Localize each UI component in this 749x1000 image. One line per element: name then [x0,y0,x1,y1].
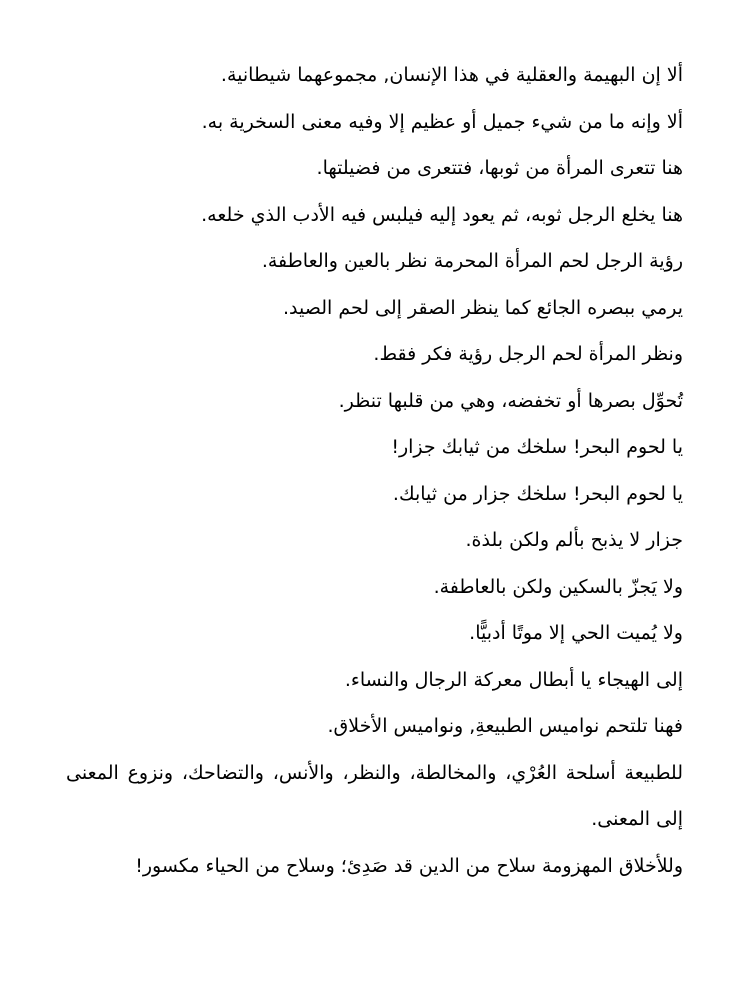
text-line-12: ولا يَجزّ بالسكين ولكن بالعاطفة. [433,575,683,598]
text-line-5: رؤية الرجل لحم المرأة المحرمة نظر بالعين والعاطفة. [261,250,683,272]
text-line-10: يا لحوم البحر! سلخك جزار من ثيابك. [392,482,683,505]
text-line-17: وللأخلاق المهزومة سلاح من الدين قد صَدِئ؛ وسلاح من الحياء مكسور! [135,854,683,877]
text-line-7: ونظر المرأة لحم الرجل رؤية فكر فقط. [373,343,683,365]
text-line-16: للطبيعة أسلحة العُرْي، والمخالطة، والنظر، والأنس، والتضاحك، ونزوع المعنى إلى المعنى. [66,761,683,830]
text-line-4: هنا يخلع الرجل ثوبه، ثم يعود إليه فيلبس فيه الأدب الذي خلعه. [201,203,683,226]
text-line-9: يا لحوم البحر! سلخك من ثيابك جزار! [391,436,683,458]
document-body [66,52,683,889]
text-line-2: ألا وإنه ما من شيء جميل أو عظيم إلا وفيه معنى السخرية به. [201,110,683,133]
text-line-11: جزار لا يذبح بألم ولكن بلذة. [465,529,683,551]
text-line-14: إلى الهيجاء يا أبطال معركة الرجال والنساء. [344,668,683,691]
text-line-1: ألا إن البهيمة والعقلية في هذا الإنسان, مجموعهما شيطانية. [220,64,683,86]
text-line-15: فهنا تلتحم نواميس الطبيعةِ, ونواميس الأخلاق. [327,715,683,737]
text-line-13: ولا يُميت الحي إلا موتًا أدبيًّا. [469,622,683,644]
text-line-6: يرمي ببصره الجائع كما ينظر الصقر إلى لحم الصيد. [282,296,683,319]
text-line-3: هنا تتعرى المرأة من ثوبها، فتتعرى من فضيلتها. [316,157,683,179]
text-line-8: تُحوِّل بصرها أو تخفضه، وهي من قلبها تنظر. [338,389,683,412]
